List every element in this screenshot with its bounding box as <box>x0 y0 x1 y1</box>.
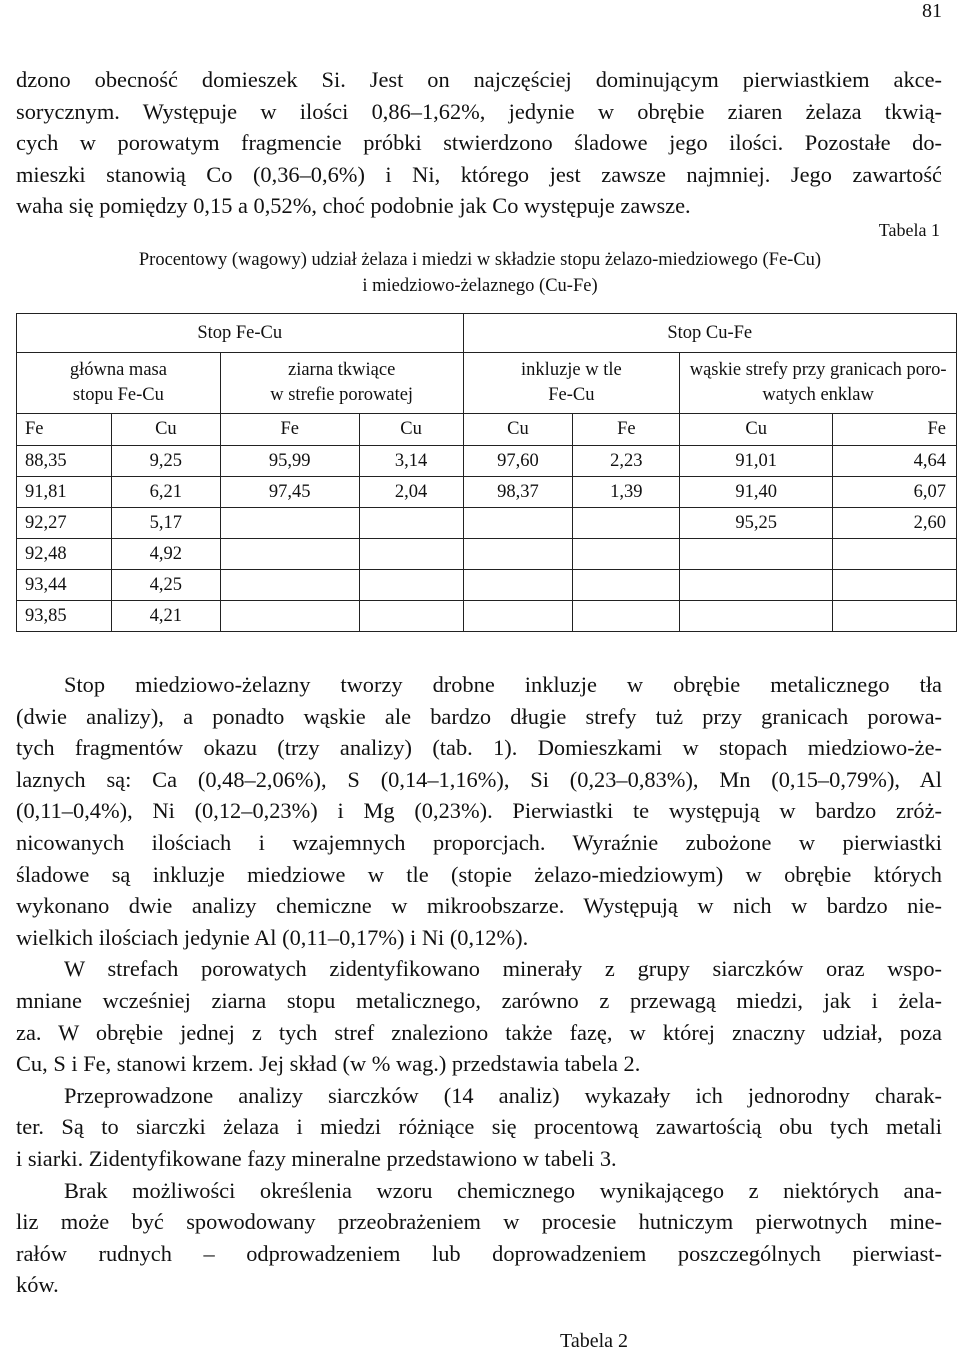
table-cell: 88,35 <box>17 446 112 477</box>
table-row <box>17 477 957 508</box>
text-line: liz może być spowodowany przeobrażeniem w procesie hutniczym pierwotnych mine- <box>16 1209 942 1235</box>
group-header-fe-cu: Stop Fe-Cu <box>17 314 464 353</box>
table-row <box>17 570 957 601</box>
element-header: Cu <box>680 414 833 446</box>
table-cell <box>680 601 833 632</box>
table-cell: 97,45 <box>220 477 359 508</box>
table-cell: 92,48 <box>17 539 112 570</box>
text-line: ków. <box>16 1272 59 1298</box>
text-line: tych fragmentów okazu (trzy analizy) (tab. 1). Domieszkami w stopach miedziowo-że- <box>16 735 942 761</box>
text-line: W strefach porowatych zidentyfikowano minerały z grupy siarczków oraz wspo- <box>64 956 942 982</box>
table-label: Tabela 1 <box>878 220 940 240</box>
table-title-continued: i miedziowo-żelaznego (Cu-Fe) <box>362 276 598 296</box>
table-cell <box>220 539 359 570</box>
table-cell: 4,25 <box>111 570 220 601</box>
table-row <box>17 508 957 539</box>
text-line: za. W obrębie jednej z tych stref znaleziono także fazę, w której znaczny udział, poza <box>16 1019 942 1045</box>
table-cell <box>833 539 957 570</box>
table-cell: 5,17 <box>111 508 220 539</box>
top-paragraph <box>16 64 942 222</box>
text-line: i siarki. Zidentyfikowane fazy mineralne przedstawiono w tabeli 3. <box>16 1145 617 1171</box>
table-cell <box>359 570 463 601</box>
table-cell <box>463 570 573 601</box>
table-cell: 1,39 <box>573 477 680 508</box>
text-line: Przeprowadzone analizy siarczków (14 analiz) wykazały ich jednorodny charak- <box>64 1082 942 1108</box>
text-line: dzono obecność domieszek Si. Jest on najczęściej dominującym pierwiastkiem akce- <box>16 67 942 92</box>
table-cell: 3,14 <box>359 446 463 477</box>
table-cell <box>680 539 833 570</box>
table-cell <box>680 570 833 601</box>
table-row <box>17 539 957 570</box>
table-cell <box>359 508 463 539</box>
text-line: rałów rudnych – odprowadzeniem lub doprowadzeniem poszczególnych pierwiast- <box>16 1240 942 1266</box>
element-header: Fe <box>17 414 112 446</box>
table-cell: 4,92 <box>111 539 220 570</box>
next-table-label: Tabela 2 <box>560 1330 629 1352</box>
group-header-cu-fe: Stop Cu-Fe <box>463 314 956 353</box>
table-subheader-row <box>17 353 957 414</box>
table-cell: 2,60 <box>833 508 957 539</box>
table-cell <box>573 539 680 570</box>
subheader-narrow-zones: wąskie strefy przy granicach poro- watych enklaw <box>680 353 957 414</box>
composition-table <box>16 313 957 632</box>
text-line: nicowanych ilościach i wzajemnych proporcjach. Wyraźnie zubożone w pierwiastki <box>16 829 942 855</box>
table-cell: 6,21 <box>111 477 220 508</box>
table-cell <box>573 601 680 632</box>
table-cell <box>833 601 957 632</box>
table-cell: 9,25 <box>111 446 220 477</box>
text-line: mniane wcześniej ziarna stopu metalicznego, zarówno z przewagą miedzi, jak i żela- <box>16 987 942 1013</box>
table-cell: 4,64 <box>833 446 957 477</box>
table-cell: 95,99 <box>220 446 359 477</box>
table-group-header-row <box>17 314 957 353</box>
table-cell <box>359 601 463 632</box>
table-cell: 93,85 <box>17 601 112 632</box>
table-cell <box>359 539 463 570</box>
text-line: (dwie analizy), a ponadto wąskie ale bardzo długie strefy tuż przy granicach porowa- <box>16 703 942 729</box>
subheader-inclusions: inkluzje w tle Fe-Cu <box>463 353 680 414</box>
text-line: Stop miedziowo-żelazny tworzy drobne inkluzje w obrębie metalicznego tła <box>64 672 942 697</box>
table-element-row <box>17 414 957 446</box>
table-cell <box>573 508 680 539</box>
text-line: sorycznym. Występuje w ilości 0,86–1,62%, jedynie w obrębie ziaren żelaza tkwią- <box>16 98 942 124</box>
table-cell <box>833 570 957 601</box>
table-cell: 91,01 <box>680 446 833 477</box>
table-cell: 4,21 <box>111 601 220 632</box>
table-cell <box>220 508 359 539</box>
table-cell: 6,07 <box>833 477 957 508</box>
text-line: śladowe są inkluzje miedziowe w tle (stopie żelazo-miedziowym) w obrębie których <box>16 861 942 887</box>
body-paragraphs <box>16 669 942 1301</box>
table-row <box>17 601 957 632</box>
table-cell <box>220 601 359 632</box>
table-cell <box>220 570 359 601</box>
subheader-porous-grains: ziarna tkwiące w strefie porowatej <box>220 353 463 414</box>
table-cell <box>463 539 573 570</box>
table-cell: 93,44 <box>17 570 112 601</box>
text-line: wykonano dwie analizy chemiczne w mikroobszarze. Występują w nich w bardzo nie- <box>16 893 942 919</box>
element-header: Cu <box>111 414 220 446</box>
text-line: wielkich ilościach jedynie Al (0,11–0,17%) i Ni (0,12%). <box>16 924 529 950</box>
table-title: Procentowy (wagowy) udział żelaza i miedzi w składzie stopu żelazo-miedziowego (Fe-Cu) <box>138 250 822 270</box>
table-cell: 92,27 <box>17 508 112 539</box>
text-line: waha się pomiędzy 0,15 a 0,52%, choć podobnie jak Co występuje zawsze. <box>16 193 691 219</box>
table-cell <box>463 508 573 539</box>
text-line: cych w porowatym fragmencie próbki stwierdzono śladowe jego ilości. Pozostałe do- <box>16 130 942 156</box>
element-header: Cu <box>359 414 463 446</box>
text-line: Brak możliwości określenia wzoru chemicznego wynikającego z niektórych ana- <box>64 1177 942 1203</box>
subheader-main-mass: główna masa stopu Fe-Cu <box>17 353 221 414</box>
element-header: Fe <box>220 414 359 446</box>
table-cell: 98,37 <box>463 477 573 508</box>
table-cell: 91,81 <box>17 477 112 508</box>
table-cell <box>463 601 573 632</box>
text-line: (0,11–0,4%), Ni (0,12–0,23%) i Mg (0,23%). Pierwiastki te występują w bardzo zróż- <box>16 798 942 824</box>
table-cell: 91,40 <box>680 477 833 508</box>
page-number: 81 <box>922 0 942 22</box>
text-line: ter. Są to siarczki żelaza i miedzi różniące się procentową zawartością obu tych metali <box>16 1114 942 1140</box>
table-cell: 2,04 <box>359 477 463 508</box>
table-cell: 95,25 <box>680 508 833 539</box>
table-cell <box>573 570 680 601</box>
table-row <box>17 446 957 477</box>
text-line: mieszki stanowią Co (0,36–0,6%) i Ni, którego jest zawsze najmniej. Jego zawartość <box>16 161 942 187</box>
text-line: laznych są: Ca (0,48–2,06%), S (0,14–1,16%), Si (0,23–0,83%), Mn (0,15–0,79%), Al <box>16 766 942 792</box>
element-header: Fe <box>573 414 680 446</box>
text-line: Cu, S i Fe, stanowi krzem. Jej skład (w % wag.) przedstawia tabela 2. <box>16 1051 641 1077</box>
table-cell: 97,60 <box>463 446 573 477</box>
table-cell: 2,23 <box>573 446 680 477</box>
element-header: Fe <box>833 414 957 446</box>
element-header: Cu <box>463 414 573 446</box>
